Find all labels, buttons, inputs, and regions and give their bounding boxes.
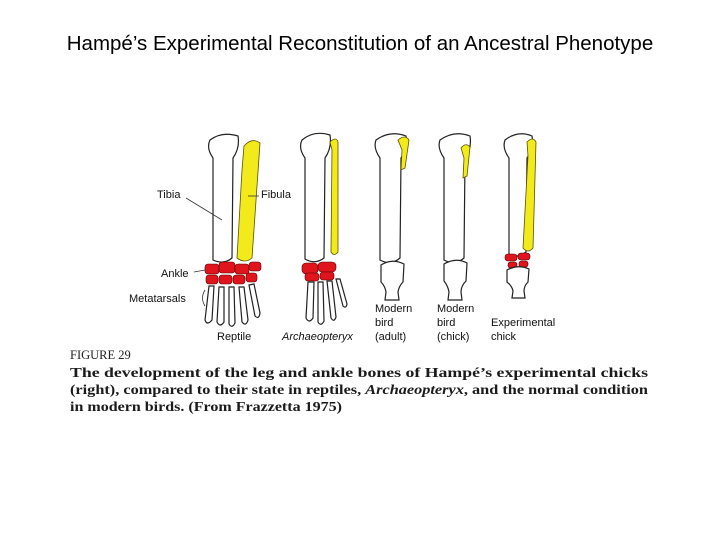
reptile-metatarsals	[205, 284, 260, 326]
modern-chick-leg-diagram	[439, 134, 470, 300]
reptile-tibia	[209, 134, 239, 262]
modern-adult-tarsometatarsus	[381, 261, 404, 300]
modern-chick-tarsometatarsus	[444, 260, 467, 300]
specimen-label-modern-adult	[375, 303, 412, 343]
caption-line-2-part: , and the normal condition	[463, 382, 615, 397]
specimen-label-line: Modern	[375, 303, 413, 315]
label-ankle: Ankle	[161, 268, 189, 280]
slide-title: Hampé’s Experimental Reconstitution of an Ancestral Phenotype	[66, 32, 654, 55]
label-metatarsals: Metatarsals	[129, 293, 186, 305]
reptile-leg-diagram	[205, 134, 261, 326]
specimen-label-line: (adult)	[375, 331, 407, 343]
experimental-tarsometatarsus	[507, 267, 529, 298]
specimen-label-experimental	[491, 317, 555, 343]
specimen-label-line: Experimental	[491, 317, 556, 329]
archaeopteryx-ankle-bones	[302, 262, 336, 281]
specimen-label-archaeopteryx: Archaeopteryx	[282, 331, 353, 343]
caption-line-2-italic: Archaeopteryx	[365, 382, 446, 397]
archaeopteryx-leg-diagram	[301, 133, 347, 324]
caption-line-2	[70, 382, 649, 397]
reptile-ankle-bones	[205, 262, 261, 284]
reptile-fibula	[237, 141, 260, 261]
specimen-label-line: Modern	[437, 303, 475, 315]
archaeopteryx-fibula	[330, 139, 338, 255]
specimen-label-line: bird	[375, 317, 394, 329]
specimen-label-line: (chick)	[437, 331, 470, 343]
label-fibula: Fibula	[261, 189, 291, 201]
specimen-label-line: chick	[491, 331, 517, 343]
caption-line-3: in modern birds. (From Frazzetta 1975)	[70, 399, 342, 414]
experimental-chick-leg-diagram	[504, 134, 536, 298]
specimen-label-modern-chick	[437, 303, 474, 343]
specimen-label-line: bird	[437, 317, 456, 329]
specimen-label-reptile: Reptile	[217, 331, 252, 343]
archaeopteryx-metatarsals	[306, 279, 347, 324]
label-tibia: Tibia	[157, 189, 181, 201]
figure-number: FIGURE 29	[70, 348, 131, 362]
archaeopteryx-tibia	[301, 133, 331, 261]
caption-line-2-part: (right), compared to their state in reptiles,	[70, 382, 312, 397]
modern-adult-leg-diagram	[375, 134, 409, 300]
caption-line-1: The development of the leg and ankle bones of Hampé’s experimental chicks	[70, 365, 648, 380]
